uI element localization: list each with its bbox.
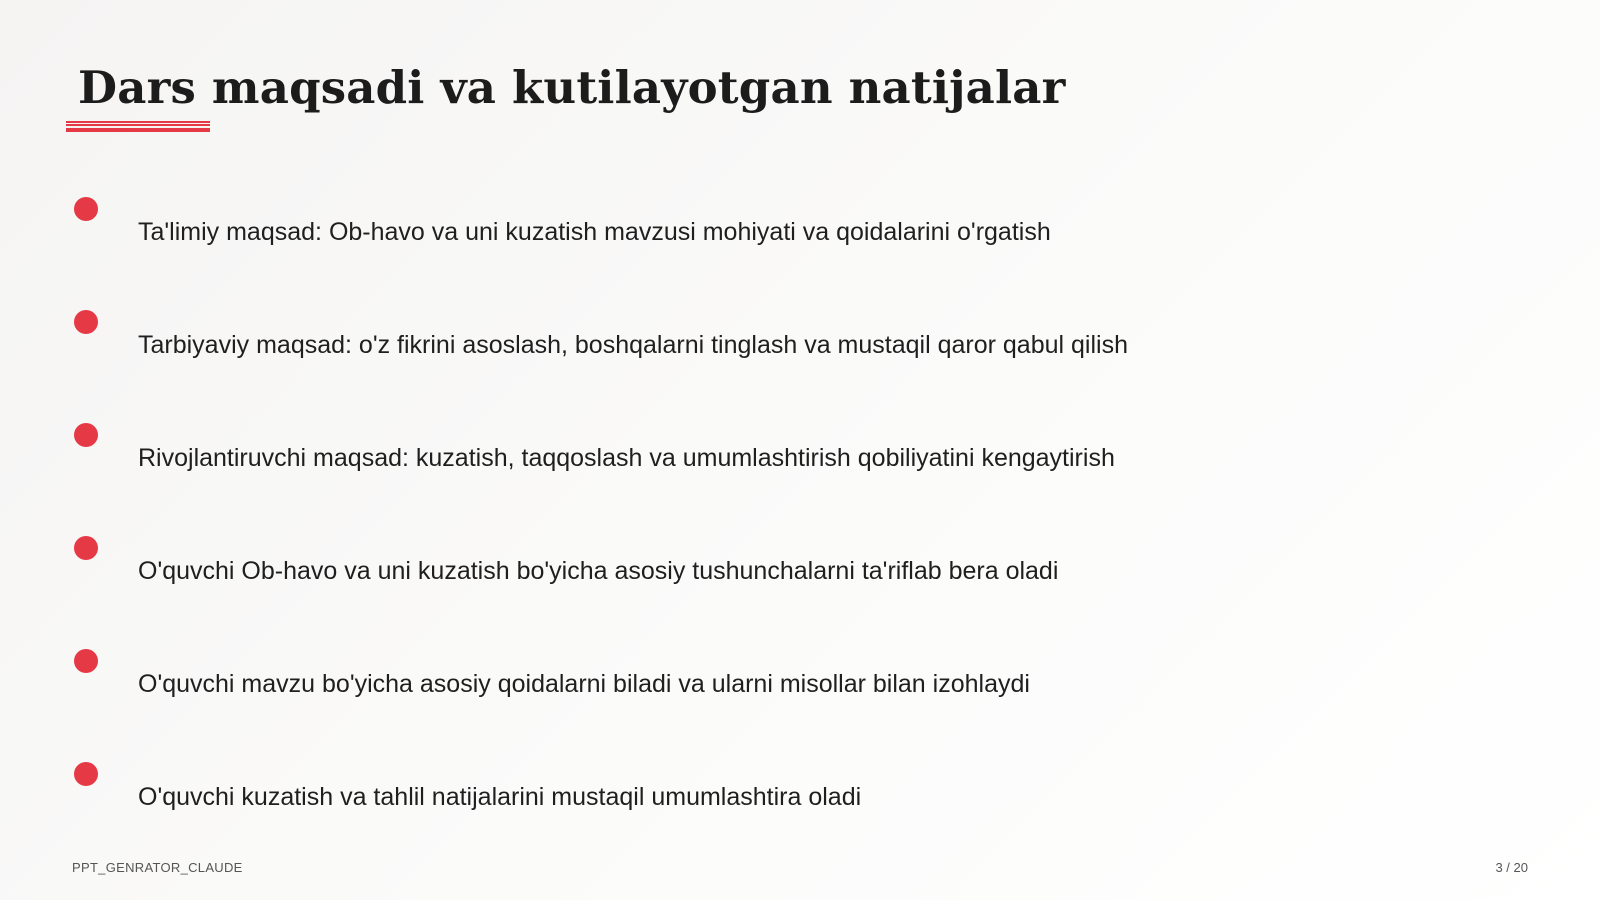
bullet-dot-icon	[74, 197, 98, 221]
bullet-text: Tarbiyaviy maqsad: o'z fikrini asoslash, boshqalarni tinglash va mustaqil qaror qabul qilish	[138, 331, 1128, 359]
bullet-text: Rivojlantiruvchi maqsad: kuzatish, taqqoslash va umumlashtirish qobiliyatini kengaytirish	[138, 444, 1115, 472]
list-item	[0, 649, 1400, 719]
slide-title: Dars maqsadi va kutilayotgan natijalar	[78, 61, 1066, 114]
list-item	[0, 536, 1400, 606]
page-indicator: 3 / 20	[1495, 860, 1528, 875]
list-item	[0, 197, 1400, 267]
bullet-dot-icon	[74, 649, 98, 673]
title-underline-thin	[66, 121, 210, 126]
list-item	[0, 423, 1400, 493]
bullet-dot-icon	[74, 762, 98, 786]
bullet-text: O'quvchi Ob-havo va uni kuzatish bo'yicha asosiy tushunchalarni ta'riflab bera oladi	[138, 557, 1059, 585]
bullet-text: O'quvchi mavzu bo'yicha asosiy qoidalarni biladi va ularni misollar bilan izohlaydi	[138, 670, 1030, 698]
bullet-dot-icon	[74, 423, 98, 447]
bullet-text: O'quvchi kuzatish va tahlil natijalarini mustaqil umumlashtira oladi	[138, 783, 862, 811]
bullet-dot-icon	[74, 536, 98, 560]
title-underline-accent	[66, 128, 210, 132]
list-item	[0, 310, 1400, 380]
bullet-dot-icon	[74, 310, 98, 334]
footer-source-label: PPT_GENRATOR_CLAUDE	[72, 860, 243, 875]
list-item	[0, 762, 1400, 832]
bullet-text: Ta'limiy maqsad: Ob-havo va uni kuzatish mavzusi mohiyati va qoidalarini o'rgatish	[138, 218, 1051, 246]
